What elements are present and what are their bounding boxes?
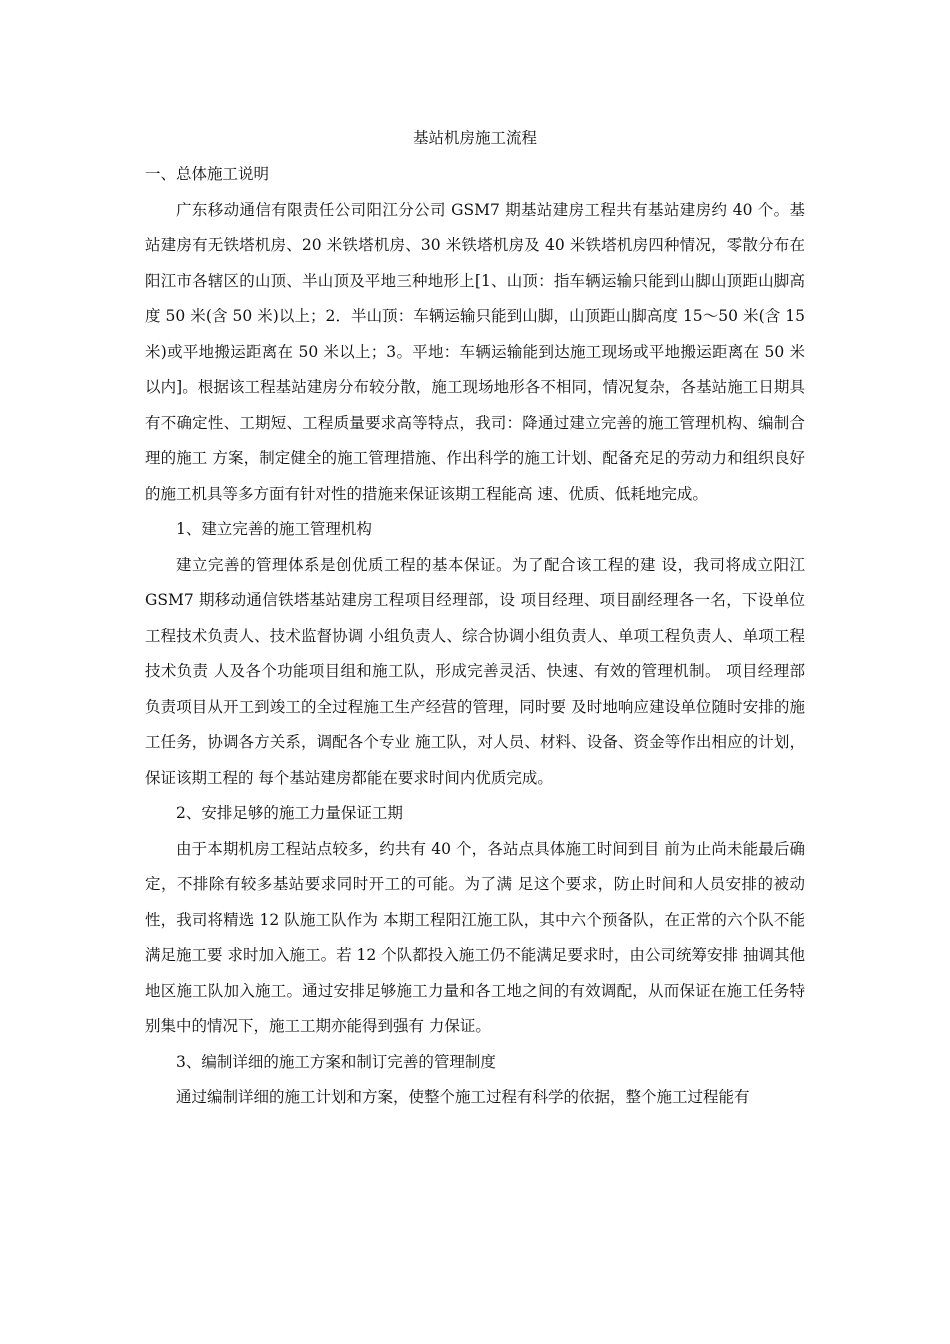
paragraph-plan: 通过编制详细的施工计划和方案，使整个施工过程有科学的依据，整个施工过程能有 <box>176 1088 750 1106</box>
subsection-heading-workforce: 2、安排足够的施工力量保证工期 <box>176 804 403 822</box>
section-heading-overview: 一、总体施工说明 <box>145 165 270 183</box>
paragraph-management: 建立完善的管理体系是创优质工程的基本保证。为了配合该工程的建 设，我司将成立阳江 GSM7 期移动通信铁塔基站建房工程项目经理部，设 项目经理、项目副经理各一名，下设单位工程技术负责人、技术监督协调 小组负责人、综合协调小组负责人、单项工程负责人、单项工程技术负责 人及各个功能项目组和施工队，形成完善灵活、快速、有效的管理机制。 项目经理部负责项目从开工到竣工的全过程施工生产经营的管理，同时要 及时地响应建设单位随时安排的施工任务，协调各方关系，调配各个专业 施工队，对人员、材料、设备、资金等作出相应的计划，保证该期工程的 每个基站建房都能在要求时间内优质完成。 <box>145 555 805 787</box>
subsection-heading-plan: 3、编制详细的施工方案和制订完善的管理制度 <box>176 1052 496 1071</box>
document-title: 基站机房施工流程 <box>412 129 537 147</box>
paragraph-intro: 广东移动通信有限责任公司阳江分公司 GSM7 期基站建房工程共有基站建房约 40 个。基站建房有无铁塔机房、20 米铁塔机房、30 米铁塔机房及 40 米铁塔机房四种情况，零散分布在阳江市各辖区的山顶、半山顶及平地三种地形上[1、山顶：指车辆运输只能到山脚山顶距山脚高度 50 米(含 50 米)以上；2．半山顶：车辆运输只能到山脚，山顶距山脚高度 15～50 米(含 15 米)或平地搬运距离在 50 米以上；3。平地：车辆运输能到达施工现场或平地搬运距离在 50 米以内]。根据该工程基站建房分布较分散，施工现场地形各不相同，情况复杂，各基站施工日期具有不确定性、工期短、工程质量要求高等特点，我司：降通过建立完善的施工管理机构、编制合理的施工 方案，制定健全的施工管理措施、作出科学的施工计划、配备充足的劳动力和组织良好的施工机具等多方面有针对性的措施来保证该期工程能高 速、优质、低耗地完成。 <box>145 200 805 503</box>
subsection-heading-management: 1、建立完善的施工管理机构 <box>176 520 372 538</box>
document-body <box>145 157 805 1116</box>
paragraph-workforce: 由于本期机房工程站点较多，约共有 40 个，各站点具体施工时间到目 前为止尚未能最后确定，不排除有较多基站要求同时开工的可能。为了满 足这个要求，防止时间和人员安排的被动性，我司将精选 12 队施工队作为 本期工程阳江施工队，其中六个预备队，在正常的六个队不能满足施工要 求时加入施工。若 12 个队都投入施工仍不能满足要求时，由公司统筹安排 抽调其他地区施工队加入施工。通过安排足够施工力量和各工地之间的有效调配，从而保证在施工任务特别集中的情况下，施工工期亦能得到强有 力保证。 <box>145 839 805 1035</box>
